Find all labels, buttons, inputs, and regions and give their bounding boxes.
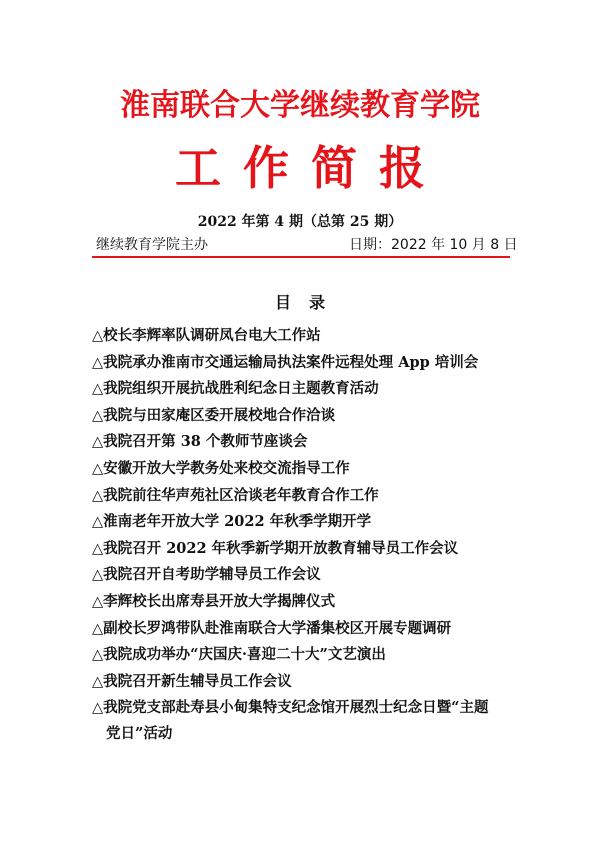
toc-item-label: 我院与田家庵区委开展校地合作洽谈	[103, 406, 336, 424]
toc-item-label: 安徽开放大学教务处来校交流指导工作	[103, 459, 350, 477]
triangle-icon: △	[92, 487, 104, 504]
toc-item[interactable]	[92, 509, 512, 536]
toc-item[interactable]	[92, 589, 512, 616]
issue-date: 日期：2022 年 10 月 8 日	[349, 237, 518, 253]
triangle-icon: △	[92, 381, 104, 398]
toc-item-label: 李辉校长出席寿县开放大学揭牌仪式	[103, 592, 336, 610]
toc-item-label: 我院成功举办“庆国庆·喜迎二十大”文艺演出	[103, 646, 386, 664]
table-of-contents	[92, 323, 512, 746]
toc-item[interactable]	[92, 616, 512, 643]
triangle-icon: △	[92, 354, 104, 371]
toc-item-label: 淮南老年开放大学 2022 年秋季学期开学	[103, 513, 372, 531]
sponsor-label: 继续教育学院主办	[96, 237, 208, 253]
triangle-icon: △	[92, 700, 104, 717]
toc-item[interactable]	[92, 536, 512, 563]
triangle-icon: △	[92, 407, 104, 424]
toc-item-label: 我院召开新生辅导员工作会议	[103, 672, 292, 690]
toc-item-label: 我院承办淮南市交通运输局执法案件远程处理 App 培训会	[103, 353, 479, 371]
toc-item[interactable]	[92, 642, 512, 669]
toc-item[interactable]	[92, 323, 512, 350]
toc-item-label: 副校长罗鸿带队赴淮南联合大学潘集校区开展专题调研	[103, 619, 452, 637]
toc-item-label: 我院召开自考助学辅导员工作会议	[103, 566, 321, 584]
triangle-icon: △	[92, 460, 104, 477]
toc-item[interactable]	[92, 695, 512, 746]
report-title: 工作简报	[175, 141, 447, 195]
toc-heading: 目录	[274, 293, 343, 312]
triangle-icon: △	[92, 567, 104, 584]
toc-item-label: 我院召开 2022 年秋季新学期开放教育辅导员工作会议	[103, 539, 459, 557]
org-title: 淮南联合大学继续教育学院	[120, 88, 480, 123]
toc-item-label: 我院党支部赴寿县小甸集特支纪念馆开展烈士纪念日暨“主题	[103, 699, 489, 717]
triangle-icon: △	[92, 620, 104, 637]
toc-item[interactable]	[92, 350, 512, 377]
triangle-icon: △	[92, 673, 104, 690]
triangle-icon: △	[92, 514, 104, 531]
toc-item-label: 我院组织开展抗战胜利纪念日主题教育活动	[103, 380, 379, 398]
toc-item[interactable]	[92, 562, 512, 589]
toc-item[interactable]	[92, 669, 512, 696]
toc-item-label: 我院召开第 38 个教师节座谈会	[103, 433, 308, 451]
red-divider	[92, 256, 510, 258]
toc-item[interactable]	[92, 483, 512, 510]
triangle-icon: △	[92, 540, 104, 557]
toc-item-label: 校长李辉率队调研凤台电大工作站	[103, 327, 321, 344]
triangle-icon: △	[92, 593, 104, 610]
toc-item[interactable]	[92, 376, 512, 403]
triangle-icon: △	[92, 328, 104, 344]
toc-item[interactable]	[92, 429, 512, 456]
triangle-icon: △	[92, 434, 104, 451]
toc-item[interactable]	[92, 456, 512, 483]
triangle-icon: △	[92, 647, 104, 664]
toc-item-label-continued: 党日”活动	[106, 725, 173, 743]
toc-item-label: 我院前往华声苑社区洽谈老年教育合作工作	[103, 486, 379, 504]
toc-item[interactable]	[92, 403, 512, 430]
issue-number: 2022 年第 4 期（总第 25 期）	[197, 214, 403, 230]
